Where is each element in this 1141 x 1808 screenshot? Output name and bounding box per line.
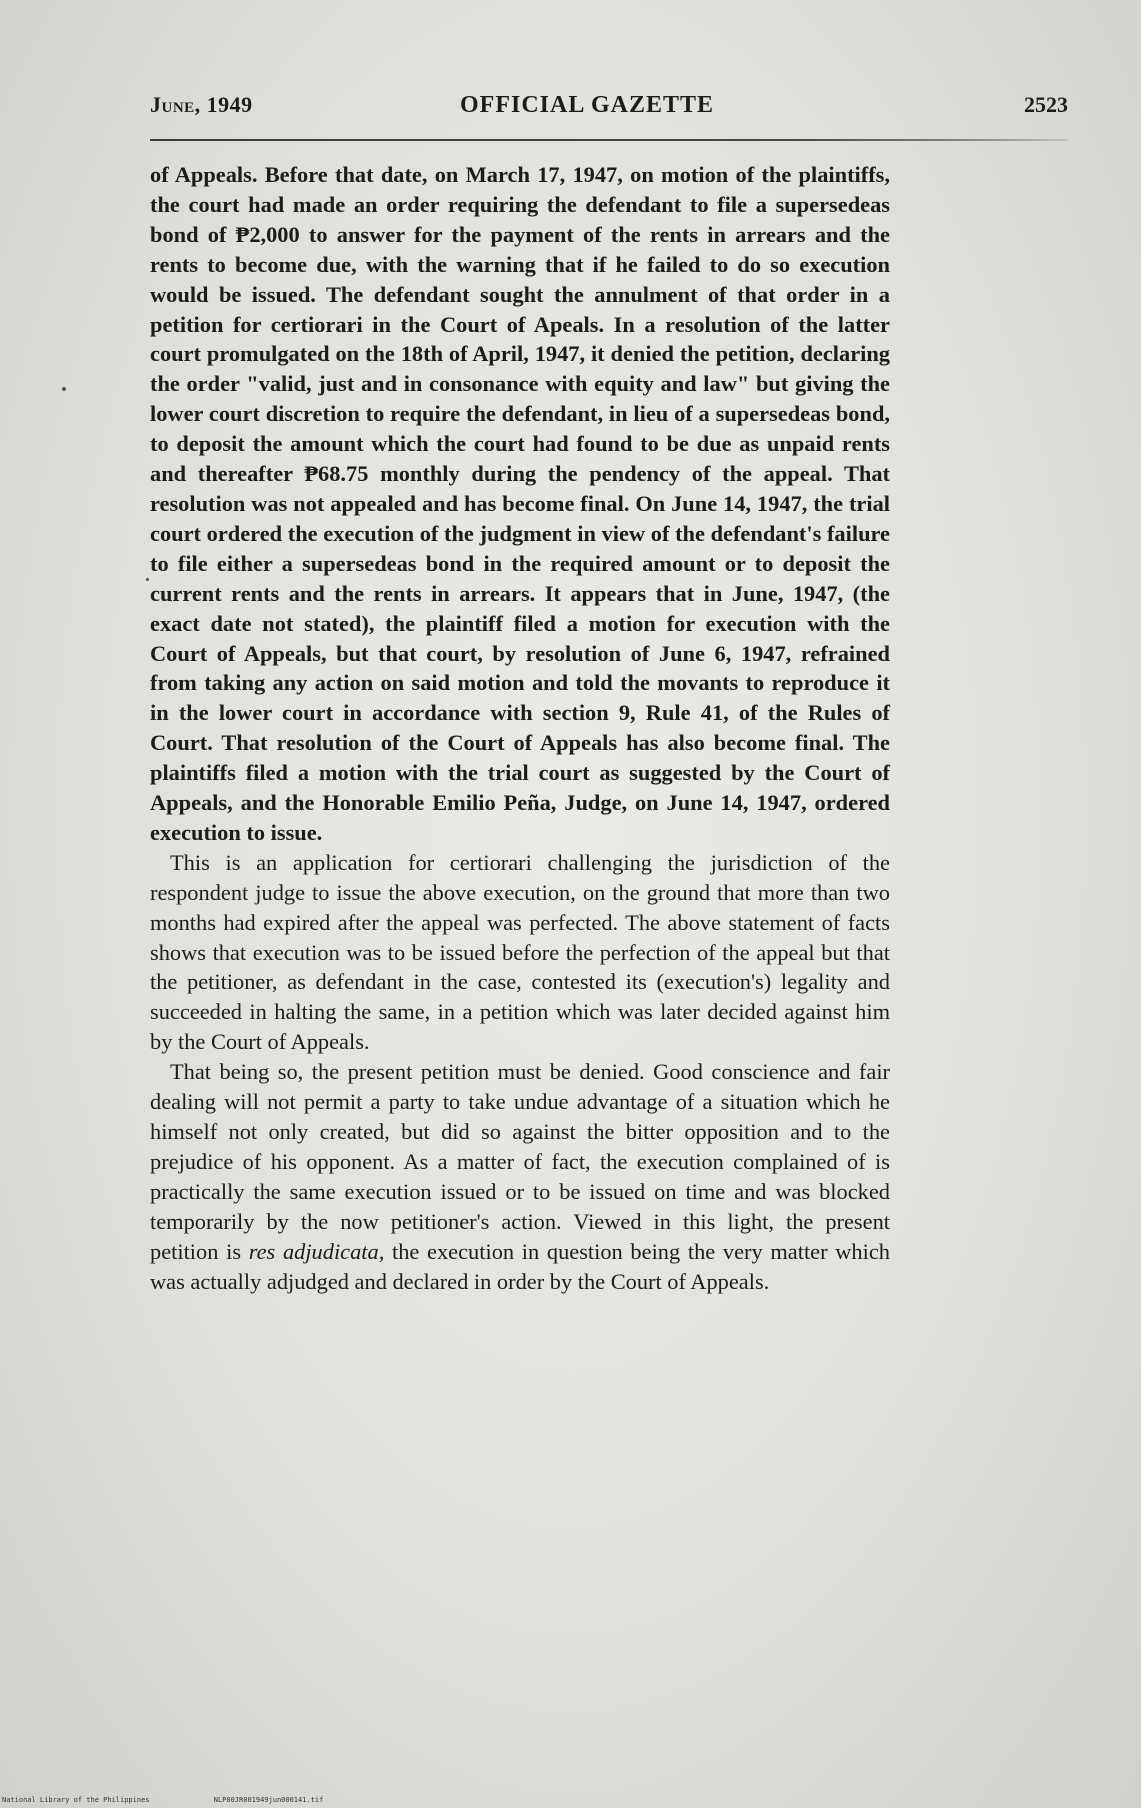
- scan-speck: [62, 387, 66, 391]
- scan-footer: [2, 1796, 383, 1804]
- paragraph-3-part-1: That being so, the present petition must be denied. Good conscience and fair dealing will not permit a party to take undue advantage of a situation which he himself not only created, but did so against the bitter opposition and to the prejudice of his opponent. As a matter of fact, the execution complained of is practically the same execution issued or to be issued on time and was blocked temporarily by the now petitioner's action. Viewed in this light, the present petition is: [150, 1059, 890, 1264]
- body-text: [150, 160, 890, 1296]
- paragraph-3: [150, 1057, 890, 1296]
- footer-file: NLP00JR001949jun000141.tif: [213, 1796, 324, 1804]
- paragraph-3-part-2: the execution in question being the very matter which was actually adjudged and declared in order by the Court of Appeals.: [150, 1238, 890, 1294]
- paragraph-2: This is an application for certiorari challenging the jurisdiction of the respondent judge to issue the above execution, on the ground that more than two months had expired after the appeal was perfected. The above statement of facts shows that execution was to be issued before the perfection of the appeal but that the petitioner, as defendant in the case, contested its (execution's) legality and succeeded in halting the same, in a petition which was later decided against him by the Court of Appeals.: [150, 849, 890, 1055]
- header-publication-title: OFFICIAL GAZETTE: [460, 92, 715, 118]
- paragraph-1: of Appeals. Before that date, on March 17, 1947, on motion of the plaintiffs, the court had made an order requiring the defendant to file a supersedeas bond of ₱2,000 to answer for the payment of the rents in arrears and the rents to become due, with the warning that if he failed to do so execution would be issued. The defendant sought the annulment of that order in a petition for certiorari in the Court of Apeals. In a resolution of the latter court promulgated on the 18th of April, 1947, it denied the petition, declaring the order "valid, just and in consonance with equity and law" but giving the lower court discretion to require the defendant, in lieu of a supersedeas bond, to deposit the amount which the court had found to be due as unpaid rents and thereafter ₱68.75 monthly during the pendency of the appeal. That resolution was not appealed and has become final. On June 14, 1947, the trial court ordered the execution of the judgment in view of the defendant's failure to file either a supersedeas bond in the required amount or to deposit the current rents and the rents in arrears. It appears that in June, 1947, (the exact date not stated), the plaintiff filed a motion for execution with the Court of Appeals, but that court, by resolution of June 6, 1947, refrained from taking any action on said motion and told the movants to reproduce it in the lower court in accordance with section 9, Rule 41, of the Rules of Court. That resolution of the Court of Appeals has also become final. The plaintiffs filed a motion with the trial court as suggested by the Court of Appeals, and the Honorable Emilio Peña, Judge, on June 14, 1947, ordered execution to issue.: [150, 162, 890, 845]
- header-page-number: 2523: [1024, 92, 1068, 117]
- header-rule: [150, 139, 1068, 141]
- scan-speck: [146, 578, 149, 581]
- header-date: June, 1949: [150, 92, 253, 117]
- paragraph-3-italic: res adjudicata,: [248, 1238, 385, 1264]
- footer-library: National Library of the Philippines: [2, 1796, 150, 1804]
- page-header: [150, 92, 1068, 132]
